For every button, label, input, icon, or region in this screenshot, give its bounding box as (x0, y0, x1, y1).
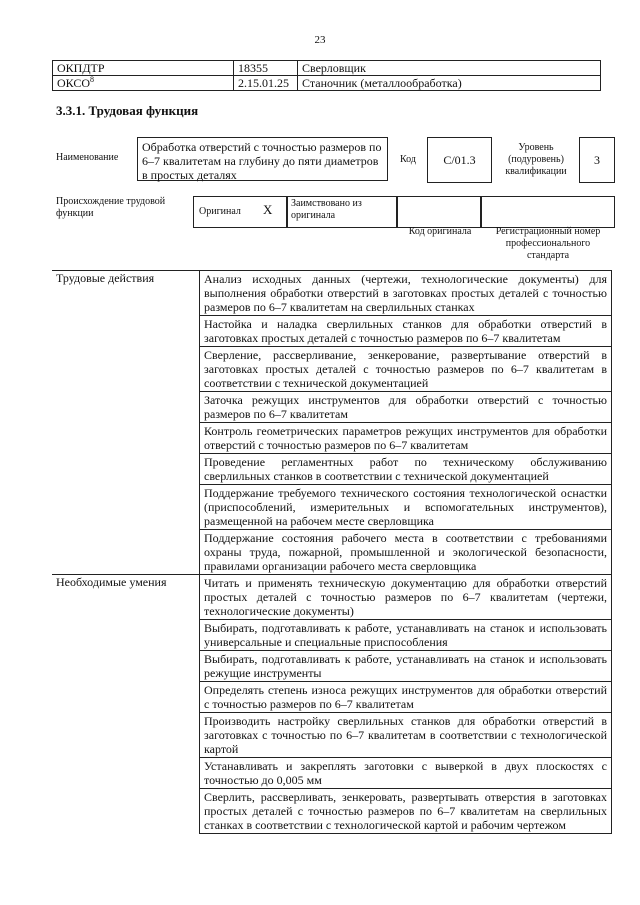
list-item: Заточка режущих инструментов для обработки отверстий с точностью размеров по 6–7 квалитетам (200, 392, 612, 423)
table-row (52, 271, 612, 316)
classifier-code: ОКПДТР (53, 61, 234, 76)
list-item: Проведение регламентных работ по техническому обслуживанию сверлильных станков в соответствии с технической документацией (200, 454, 612, 485)
classifier-row (53, 76, 601, 91)
list-item: Поддержание требуемого технического состояния технологической оснастки (приспособлений, измерительных и вспомогательных инструментов), размещенной на рабочем месте сверловщика (200, 485, 612, 530)
section-heading: 3.3.1. Трудовая функция (56, 103, 199, 118)
borrowed-label: Заимствовано из оригинала (291, 198, 362, 221)
list-item: Анализ исходных данных (чертежи, технологические документы) для выполнения обработки отверстий в заготовках простых деталей с точностью размеров по 6–7 квалитетам на сверлильных станках (200, 271, 612, 316)
code-original-cell (396, 196, 482, 228)
classifier-number: 18355 (234, 61, 298, 76)
classifier-codes-table (52, 60, 601, 91)
classifier-title: Сверловщик (298, 61, 601, 76)
list-item: Контроль геометрических параметров режущих инструментов для обработки отверстий с точностью размеров по 6–7 квалитетам (200, 423, 612, 454)
reg-number-label: Регистрационный номер профессионального стандарта (495, 226, 601, 261)
list-item: Поддержание состояния рабочего места в соответствии с требованиями охраны труда, пожарной, промышленной и экологической безопасности, правилами организации рабочего места сверловщика (200, 530, 612, 575)
list-item: Сверление, рассверливание, зенкерование, развертывание отверстий в заготовках простых деталей с точностью размеров по 6–7 квалитетам в соответствии с технической документацией (200, 347, 612, 392)
classifier-row (53, 61, 601, 76)
function-code-box: С/01.3 (427, 137, 492, 183)
list-item: Определять степень износа режущих инструментов для обработки отверстий с точностью размеров по 6–7 квалитетам (200, 682, 612, 713)
list-item: Устанавливать и закреплять заготовки с выверкой в двух плоскостях с точностью до 0,005 мм (200, 758, 612, 789)
category-label: Трудовые действия (52, 271, 200, 575)
table-row (52, 575, 612, 620)
classifier-title: Станочник (металлообработка) (298, 76, 601, 91)
original-mark: X (263, 202, 273, 217)
classifier-number: 2.15.01.25 (234, 76, 298, 91)
function-details-table (52, 270, 612, 834)
level-value-box: 3 (579, 137, 615, 183)
code-original-label: Код оригинала (408, 226, 472, 237)
function-name-box: Обработка отверстий с точностью размеров по 6–7 квалитетам на глубину до пяти диаметров в простых деталях (137, 137, 388, 181)
list-item: Настойка и наладка сверлильных станков для обработки отверстий в заготовках простых деталей с точностью размеров по 6–7 квалитетам (200, 316, 612, 347)
classifier-code: ОКСО$^8$ (53, 76, 234, 91)
name-label: Наименование (56, 152, 119, 163)
list-item: Выбирать, подготавливать к работе, устанавливать на станок и использовать режущие инструменты (200, 651, 612, 682)
original-label: Оригинал (199, 206, 241, 217)
origin-label: Происхождение трудовой функции (56, 196, 166, 219)
list-item: Читать и применять техническую документацию для обработки отверстий простых деталей с точностью размеров по 6–7 квалитетам (чертежи, технологические документы) (200, 575, 612, 620)
list-item: Сверлить, рассверливать, зенкеровать, развертывать отверстия в заготовках простых деталей с точностью размеров по 6–7 квалитетам на сверлильных станках в соответствии с технологической картой и рабочим чертежом (200, 789, 612, 834)
reg-number-cell (480, 196, 615, 228)
category-label: Необходимые умения (52, 575, 200, 834)
list-item: Выбирать, подготавливать к работе, устанавливать на станок и использовать универсальные и специальные приспособления (200, 620, 612, 651)
page-number: 23 (314, 34, 326, 46)
code-label: Код (400, 154, 416, 165)
list-item: Производить настройку сверлильных станков для обработки отверстий в заготовках с точностью по 6–7 квалитетам в соответствии с технологической картой (200, 713, 612, 758)
level-label: Уровень (подуровень) квалификации (505, 142, 567, 177)
